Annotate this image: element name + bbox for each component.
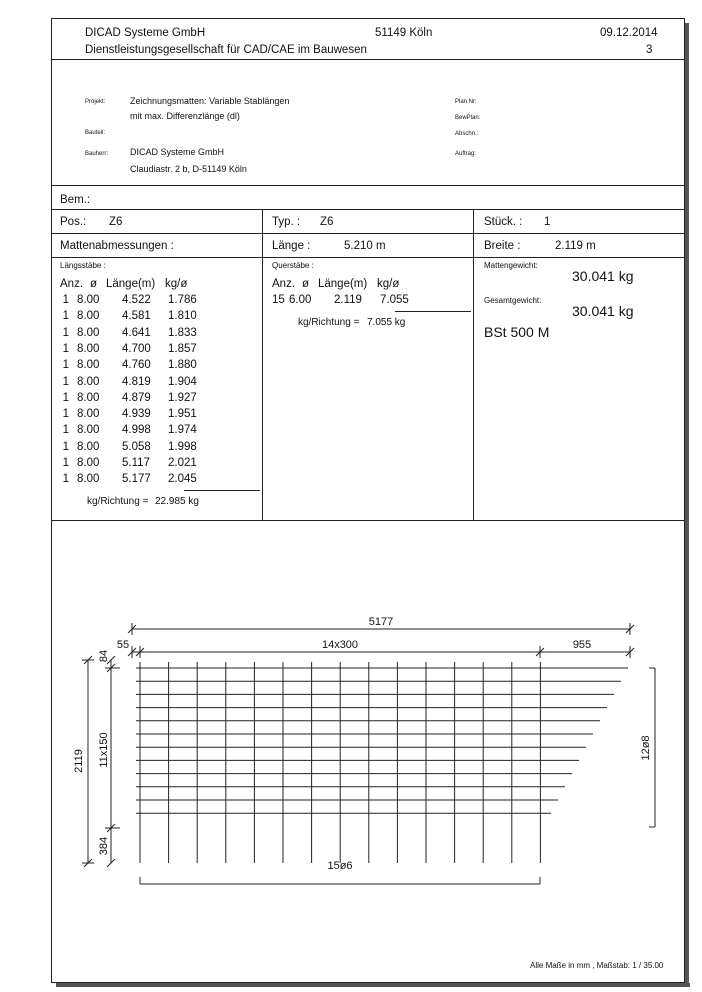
- projekt-line2: mit max. Differenzlänge (dl): [130, 111, 240, 121]
- projekt-label: Projekt:: [85, 99, 106, 105]
- cell-laenge: 4.700: [122, 342, 151, 355]
- col-header-kg: kg/ø: [165, 278, 188, 290]
- print-date: 09.12.2014: [600, 27, 658, 39]
- dimension-right: 955: [572, 639, 592, 651]
- gesamtgewicht-label: Gesamtgewicht:: [484, 296, 542, 305]
- bem-label: Bem.:: [60, 194, 91, 206]
- cell-anz: 1: [62, 342, 69, 355]
- cell-dia: 8.00: [77, 457, 100, 469]
- col-header-dia: ø: [302, 278, 310, 290]
- table-row: [60, 457, 208, 469]
- bauteil-label: Bauteil:: [85, 130, 106, 136]
- table-row: [60, 424, 208, 436]
- cell-anz: 1: [62, 457, 69, 469]
- quer-total-label: kg/Richtung =: [298, 317, 360, 328]
- long-bars-label: 12ø8: [640, 735, 652, 761]
- cell-dia: 8.00: [77, 473, 100, 486]
- cell-anz: 1: [62, 359, 69, 372]
- cell-laenge: 4.581: [122, 310, 151, 323]
- sum-line: [395, 311, 471, 312]
- laenge-value: 5.210 m: [344, 240, 386, 252]
- company-city: 51149 Köln: [375, 27, 433, 39]
- table-row: [60, 441, 208, 453]
- matten-label: Mattenabmessungen :: [60, 240, 174, 252]
- drawing-sheet: [51, 18, 685, 983]
- laengs-total-value: 22.985 kg: [155, 496, 199, 507]
- cell-anz: 1: [62, 294, 69, 306]
- divider: [52, 257, 684, 258]
- laenge-label: Länge :: [272, 240, 311, 252]
- table-row: [60, 473, 208, 485]
- cell-laenge: 4.819: [122, 375, 151, 388]
- table-row: [60, 327, 208, 339]
- dimension-top: 84: [98, 649, 110, 663]
- cell-kg: 1.927: [168, 391, 197, 404]
- pos-value: Z6: [109, 216, 123, 228]
- cell-laenge: 5.117: [122, 457, 150, 469]
- column-divider: [473, 209, 474, 520]
- divider: [52, 209, 684, 210]
- table-row: [272, 294, 420, 306]
- stueck-value: 1: [544, 216, 551, 228]
- cell-kg: 1.998: [168, 440, 197, 453]
- cell-dia: 8.00: [77, 408, 100, 421]
- cell-laenge: 4.939: [122, 408, 151, 421]
- company-name: DICAD Systeme GmbH: [85, 27, 206, 39]
- cell-kg: 7.055: [380, 294, 409, 306]
- mattengewicht-label: Mattengewicht:: [484, 261, 538, 270]
- cell-kg: 1.810: [168, 310, 197, 323]
- cell-dia: 8.00: [77, 424, 100, 437]
- cross-bars-label: 15ø6: [327, 860, 353, 872]
- cell-laenge: 5.177: [122, 473, 151, 486]
- cell-anz: 1: [62, 424, 69, 437]
- cell-laenge: 4.879: [122, 391, 151, 404]
- cell-anz: 1: [62, 375, 69, 388]
- cell-kg: 2.045: [168, 473, 197, 486]
- quer-total-value: 7.055 kg: [367, 317, 406, 328]
- col-header-kg: kg/ø: [377, 278, 400, 290]
- cell-anz: 15: [272, 294, 285, 306]
- sum-line: [184, 490, 260, 491]
- table-row: [60, 294, 208, 306]
- cell-kg: 1.904: [168, 375, 197, 388]
- cell-laenge: 5.058: [122, 440, 151, 453]
- breite-value: 2.119 m: [555, 240, 596, 252]
- divider: [52, 233, 684, 234]
- footer-scale-note: Alle Maße in mm , Maßstab: 1 / 35.00: [530, 961, 664, 970]
- table-row: [60, 343, 208, 355]
- cell-laenge: 4.998: [122, 424, 151, 437]
- cell-dia: 6.00: [289, 294, 312, 306]
- company-tagline: Dienstleistungsgesellschaft für CAD/CAE im Bauwesen: [85, 44, 367, 56]
- cell-kg: 1.880: [168, 359, 197, 372]
- column-divider: [262, 209, 263, 520]
- cell-laenge: 4.760: [122, 359, 151, 372]
- querstaebe-header: [272, 278, 417, 290]
- bauherr-label: Bauherr:: [85, 151, 109, 157]
- table-row: [60, 408, 208, 420]
- divider: [52, 59, 684, 60]
- cell-anz: 1: [62, 391, 69, 404]
- col-header-anz: Anz.: [272, 278, 296, 290]
- cell-laenge: 4.641: [122, 326, 151, 339]
- col-header-laenge: Länge(m): [106, 278, 156, 290]
- cell-dia: 8.00: [77, 342, 100, 355]
- table-row: [60, 392, 208, 404]
- col-header-dia: ø: [90, 278, 98, 290]
- cell-kg: 2.021: [168, 457, 197, 469]
- cell-laenge: 2.119: [334, 294, 362, 306]
- cell-dia: 8.00: [77, 375, 100, 388]
- breite-label: Breite :: [484, 240, 521, 252]
- cell-dia: 8.00: [77, 294, 100, 306]
- cell-anz: 1: [62, 440, 69, 453]
- col-header-anz: Anz.: [60, 278, 84, 290]
- laengsstaebe-title: Längsstäbe :: [60, 261, 106, 270]
- cell-kg: 1.951: [168, 408, 197, 421]
- dimension-left: 55: [116, 639, 130, 651]
- projekt-line1: Zeichnungsmatten: Variable Stablängen: [130, 96, 290, 106]
- bewplan-label: BewPlan:: [455, 115, 481, 121]
- bauherr-line1: DICAD Systeme GmbH: [130, 147, 225, 157]
- bauherr-line2: Claudiastr. 2 b, D-51149 Köln: [130, 164, 247, 174]
- cell-dia: 8.00: [77, 359, 100, 372]
- dimension-height: 2119: [73, 749, 85, 773]
- cell-dia: 8.00: [77, 326, 100, 339]
- cell-dia: 8.00: [77, 310, 100, 323]
- pos-label: Pos.:: [60, 216, 87, 228]
- cell-anz: 1: [62, 326, 69, 339]
- dimension-total: 5177: [368, 616, 394, 628]
- dimension-spacing: 11x150: [98, 732, 110, 768]
- cell-kg: 1.833: [168, 326, 197, 339]
- typ-value: Z6: [320, 216, 334, 228]
- plan-nr-label: Plan Nr:: [455, 99, 477, 105]
- abschn-label: Abschn.:: [455, 131, 479, 137]
- cell-dia: 8.00: [77, 391, 100, 404]
- cell-kg: 1.786: [168, 294, 197, 306]
- cell-anz: 1: [62, 408, 69, 421]
- divider: [52, 185, 684, 186]
- table-row: [60, 376, 208, 388]
- table-row: [60, 359, 208, 371]
- auftrag-label: Auftrag:: [455, 151, 477, 157]
- material-grade: BSt 500 M: [484, 324, 550, 340]
- cell-kg: 1.974: [168, 424, 197, 437]
- col-header-laenge: Länge(m): [318, 278, 368, 290]
- cell-dia: 8.00: [77, 440, 100, 453]
- dimension-bottom: 384: [98, 836, 110, 856]
- mattengewicht-value: 30.041 kg: [572, 268, 634, 284]
- mesh-drawing: [52, 521, 684, 931]
- stueck-label: Stück. :: [484, 216, 523, 228]
- cell-anz: 1: [62, 310, 69, 323]
- cell-kg: 1.857: [168, 342, 197, 355]
- typ-label: Typ. :: [272, 216, 301, 228]
- querstaebe-title: Querstäbe :: [272, 261, 314, 270]
- cell-anz: 1: [62, 473, 69, 486]
- dimension-middle: 14x300: [321, 639, 359, 651]
- laengs-total-label: kg/Richtung =: [87, 496, 149, 507]
- laengsstaebe-header: [60, 278, 205, 290]
- table-row: [60, 310, 208, 322]
- gesamtgewicht-value: 30.041 kg: [572, 303, 634, 319]
- cell-laenge: 4.522: [122, 294, 151, 306]
- page-number: 3: [646, 44, 653, 56]
